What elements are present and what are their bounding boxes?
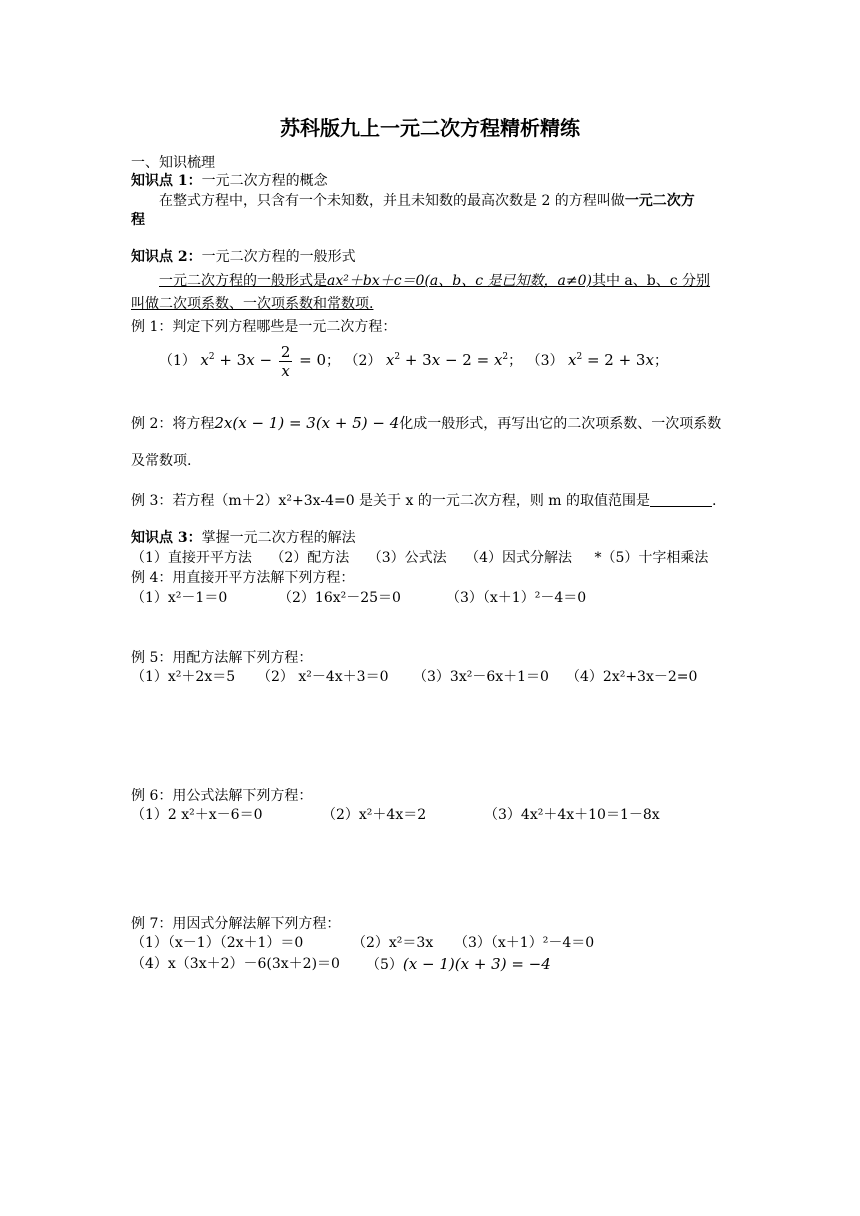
ex1-n2: （2） <box>344 353 382 369</box>
answer-blank[interactable] <box>650 493 712 507</box>
ex1-n3: （3） <box>526 353 564 369</box>
kp1-label: 知识点 1： <box>131 173 202 189</box>
section-heading: 一、知识梳理 <box>131 155 215 171</box>
ex1-sep3: ； <box>653 353 668 369</box>
kp2-heading <box>131 248 356 266</box>
ex4-item-1: （1）x²－1＝0 <box>131 590 228 606</box>
ex1-fraction <box>279 343 293 380</box>
ex7-item-4: （4）x（3x＋2）－6(3x＋2)＝0 <box>131 956 340 972</box>
method-5: *（5）十字相乘法 <box>594 550 709 566</box>
method-4: （4）因式分解法 <box>465 550 573 566</box>
kp1-term-b: 程 <box>131 212 145 228</box>
ex1-n1: （1） <box>159 353 196 369</box>
ex6-item-1: （1）2 x²＋x－6＝0 <box>131 807 263 823</box>
kp2-text-c: 叫做二次项系数、一次项系数和常数项. <box>131 296 374 312</box>
ex1-eq3: $x^2 = 2 + 3x$ <box>567 351 654 369</box>
ex2-post: 化成一般形式，再写出它的二次项系数、一次项系数 <box>399 416 722 432</box>
ex3-text-b: . <box>712 493 717 509</box>
kp2-general-form: ax²＋bx＋c＝0(a、b、c 是已知数，a≠0) <box>327 273 592 289</box>
ex4-item-2: （2）16x²－25＝0 <box>278 590 401 606</box>
ex2-pre: 例 2：将方程 <box>131 416 215 432</box>
ex2-line1 <box>131 414 721 433</box>
ex6-item-2: （2）x²＋4x＝2 <box>322 807 427 823</box>
ex1-fraction-num: 2 <box>280 342 291 361</box>
ex7-n5: （5） <box>366 957 403 973</box>
ex7-eq5: (x − 1)(x + 3) = −4 <box>402 955 551 973</box>
kp1-term-a: 一元二次方 <box>624 193 695 209</box>
ex4-item-3: （3）（x＋1）²－4＝0 <box>446 590 587 606</box>
ex5-title: 例 5：用配方法解下列方程： <box>131 650 313 666</box>
ex7-title: 例 7：用因式分解法解下列方程： <box>131 916 341 932</box>
ex5-item-1: （1）x²＋2x＝5 <box>131 669 236 685</box>
kp2-topic: 一元二次方程的一般形式 <box>201 249 356 265</box>
ex1-eq2: $x^2 + 3x - 2 = x^2$ <box>385 351 509 369</box>
ex7-item-1: （1）（x－1）（2x＋1）＝0 <box>131 935 304 951</box>
method-3: （3）公式法 <box>367 550 447 566</box>
kp3-heading <box>131 529 356 547</box>
method-1: （1）直接开平方法 <box>131 550 252 566</box>
kp3-methods <box>131 549 708 567</box>
ex2-line2: 及常数项. <box>131 453 192 469</box>
kp2-text <box>159 272 710 290</box>
method-2: （2）配方法 <box>270 550 350 566</box>
ex2-equation: 2x(x − 1) = 3(x + 5) − 4 <box>214 414 400 432</box>
kp1-topic: 一元二次方程的概念 <box>201 173 328 189</box>
page-title: 苏科版九上一元二次方程精析精练 <box>280 116 580 140</box>
kp1-heading <box>131 172 328 190</box>
kp2-text-b: 其中 a、b、c 分别 <box>591 273 711 289</box>
ex4-title: 例 4：用直接开平方法解下列方程： <box>131 570 355 586</box>
ex1-sep2: ； <box>508 353 523 369</box>
ex3-line <box>131 492 716 510</box>
ex7-item-5 <box>366 955 551 974</box>
kp2-label: 知识点 2： <box>131 249 202 265</box>
kp2-text-a: 一元二次方程的一般形式是 <box>159 273 327 289</box>
ex1-title: 例 1：判定下列方程哪些是一元二次方程： <box>131 319 397 335</box>
ex1-eq1: $x^2 + 3x$ − $\frac{2}{x}$ = 0 <box>200 342 327 380</box>
ex1-fraction-den: x <box>281 361 290 380</box>
ex5-item-4: （4）2x²+3x－2=0 <box>566 669 698 685</box>
ex3-text-a: 例 3：若方程（m＋2）x²+3x-4=0 是关于 x 的一元二次方程，则 m 的取值范围是 <box>131 493 651 509</box>
kp1-text <box>159 192 695 210</box>
ex1-sep1: ； <box>326 353 341 369</box>
ex1-equations <box>159 340 668 380</box>
ex5-item-3: （3）3x²－6x＋1＝0 <box>413 669 549 685</box>
ex6-title: 例 6：用公式法解下列方程： <box>131 788 313 804</box>
ex7-item-2: （2）x²＝3x <box>352 935 434 951</box>
kp3-label: 知识点 3： <box>131 530 202 546</box>
ex7-item-3: （3）（x＋1）²－4＝0 <box>454 935 595 951</box>
kp1-definition: 在整式方程中，只含有一个未知数，并且未知数的最高次数是 2 的方程叫做 <box>159 193 625 209</box>
kp3-topic: 掌握一元二次方程的解法 <box>201 530 356 546</box>
ex6-item-3: （3）4x²＋4x＋10＝1－8x <box>484 807 660 823</box>
ex5-item-2: （2） x²－4x＋3＝0 <box>257 669 389 685</box>
